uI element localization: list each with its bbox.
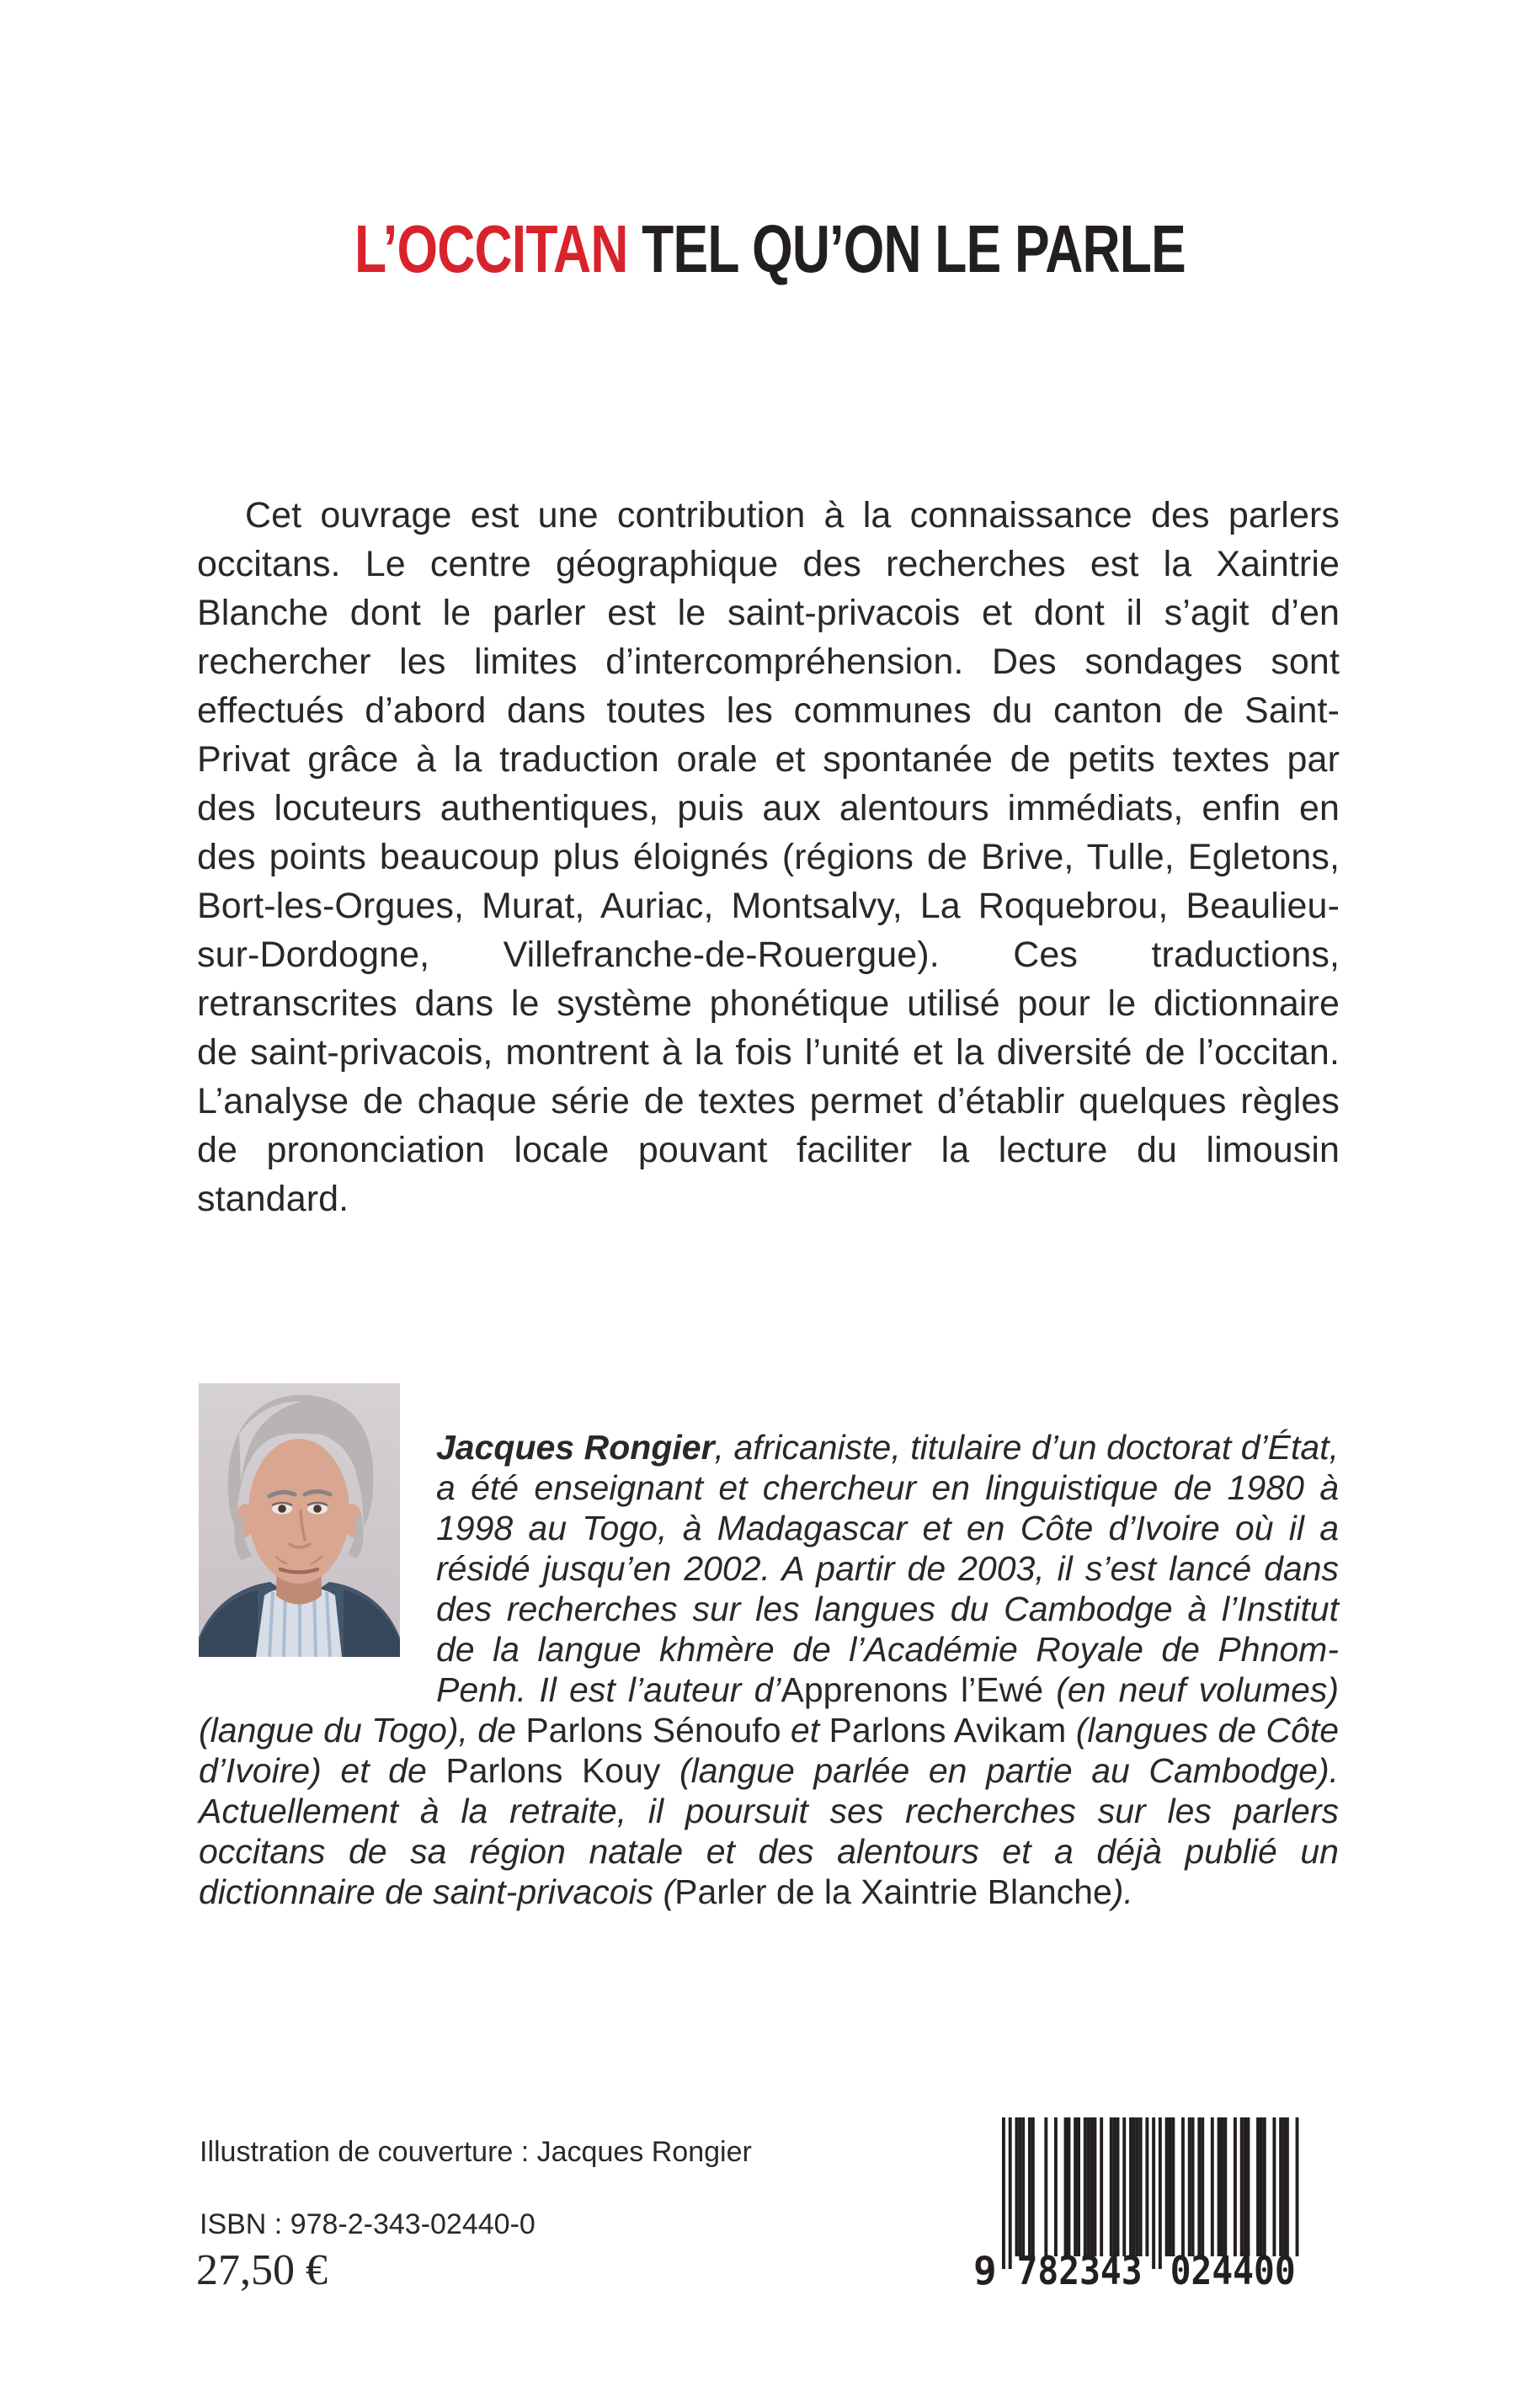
bio-segment: Parlons Kouy <box>445 1751 661 1790</box>
bio-segment: Parlons Avikam <box>829 1711 1067 1750</box>
price-text: 27,50 € <box>196 2246 328 2294</box>
bio-segment: ). <box>1111 1872 1133 1911</box>
book-title-occitan: L’OCCITAN <box>354 211 628 286</box>
bio-segment: et <box>781 1711 829 1750</box>
author-photo <box>199 1383 400 1657</box>
bio-segment: , africaniste, titulaire d’un doctorat d’État, a été enseignant et chercheur en linguistique de 1980 à 1998 au Togo, à Madagascar et en Côte d’Ivoire où il a résidé jusqu’en 2002. A partir de 2003, il s’est lancé dans des recherches sur les langues du Cambodge à l’Institut de la langue khmère de l’Académie Royale de Phnom-Penh. Il est l’auteur d’ <box>436 1428 1339 1709</box>
ean13-barcode <box>967 2117 1337 2298</box>
svg-text:782343: 782343 <box>1016 2248 1143 2293</box>
book-title <box>169 211 1371 286</box>
bio-segment: Apprenons l’Ewé <box>781 1670 1044 1709</box>
bio-segment: Parler de la Xaintrie Blanche <box>674 1872 1112 1911</box>
author-photo-graphic <box>199 1383 400 1657</box>
svg-text:9: 9 <box>973 2248 997 2293</box>
bio-segment: (en neuf volumes) (langue du Togo), de <box>199 1670 1339 1750</box>
ean13-barcode-graphic <box>967 2117 1337 2298</box>
bio-segment: Jacques Rongier <box>436 1428 715 1467</box>
synopsis-paragraph: Cet ouvrage est une contribution à la connaissance des parlers occitans. Le centre géographique des recherches est la Xaintrie Blanche dont le parler est le saint-privacois et dont il s’agit d’en rechercher les limites d’intercompréhension. Des sondages sont effectués d’abord dans toutes les communes du canton de Saint-Privat grâce à la traduction orale et spontanée de petits textes par des locuteurs authentiques, puis aux alentours immédiats, enfin en des points beaucoup plus éloignés (régions de Brive, Tulle, Egletons, Bort-les-Orgues, Murat, Auriac, Montsalvy, La Roquebrou, Beaulieu-sur-Dordogne, Villefranche-de-Rouergue). Ces traductions, retranscrites dans le système phonétique utilisé pour le dictionnaire de saint-privacois, montrent à la fois l’unité et la diversité de l’occitan. L’analyse de chaque série de textes permet d’établir quelques règles de prononciation locale pouvant faciliter la lecture du limousin standard. <box>197 495 1340 1219</box>
book-title-rest: TEL QU’ON LE PARLE <box>627 211 1186 286</box>
bio-segment: (langue parlée en partie au Cambodge). Actuellement à la retraite, il poursuit ses recherches sur les parlers occitans de sa région natale et des alentours et a déjà publié un dictionnaire de saint-privacois ( <box>199 1751 1340 1911</box>
svg-text:024400: 024400 <box>1170 2248 1296 2293</box>
cover-illustration-credit: Illustration de couverture : Jacques Rongier <box>200 2136 752 2168</box>
isbn-text: ISBN : 978-2-343-02440-0 <box>200 2208 536 2240</box>
bio-segment: Parlons Sénoufo <box>525 1711 781 1750</box>
author-bio-section <box>199 1427 1339 1912</box>
bio-segment: (langues de Côte d’Ivoire) et de <box>199 1711 1340 1790</box>
